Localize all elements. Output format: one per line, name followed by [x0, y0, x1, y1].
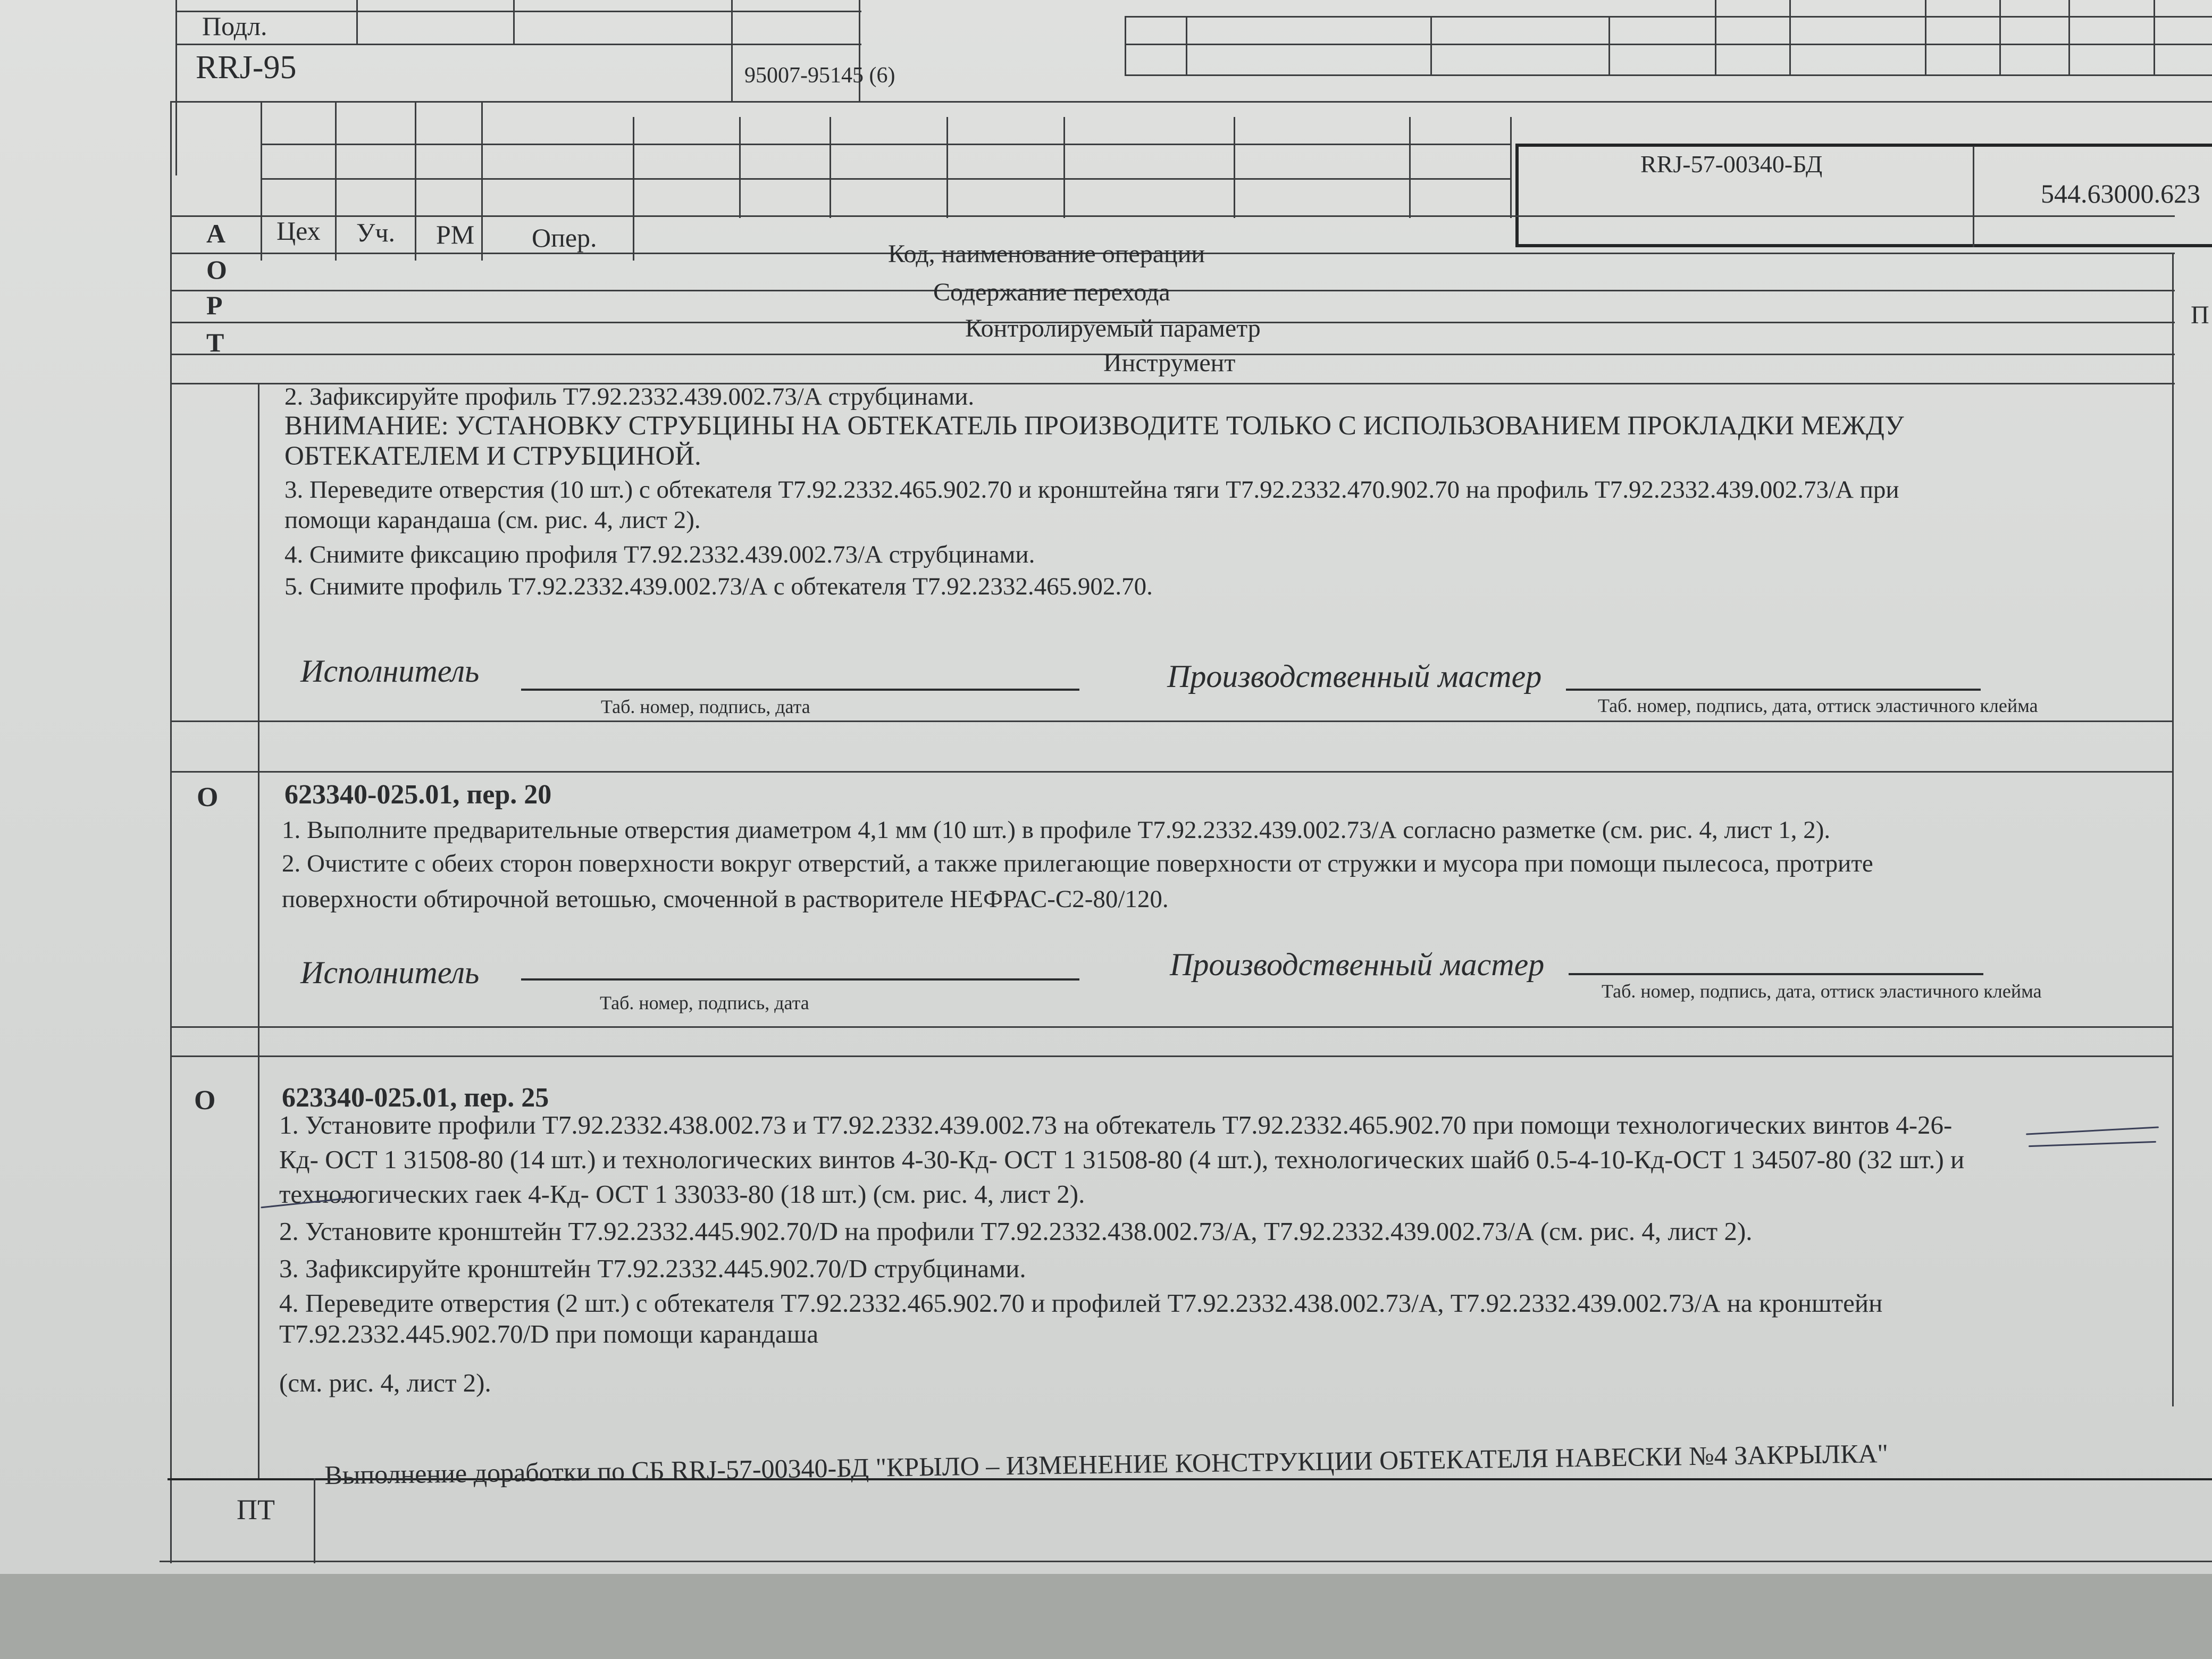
text-line: 2. Установите кронштейн Т7.92.2332.445.902.70/D на профили Т7.92.2332.438.002.73/А, Т7.92.2332.439.002.73/А (см. рис. 4, лист 2). — [279, 1217, 1753, 1246]
operation-marker: О — [194, 1085, 216, 1116]
text-line: 4. Снимите фиксацию профиля Т7.92.2332.439.002.73/А струбцинами. — [284, 541, 1035, 568]
grid-line — [946, 117, 948, 218]
operation-code: 623340-025.01, пер. 25 — [282, 1083, 549, 1113]
operation-marker: О — [197, 782, 219, 812]
row-kontrol: Контролируемый параметр — [965, 314, 1261, 342]
col-rm: РМ — [436, 220, 475, 249]
grid-line — [1234, 117, 1235, 218]
grid-line — [258, 383, 259, 1478]
grid-line — [739, 117, 741, 218]
grid-line — [170, 215, 2175, 217]
grid-line — [1608, 16, 1610, 74]
letter-t: Т — [206, 328, 224, 357]
right-edge-letter: П — [2191, 301, 2209, 329]
pt-label: ПТ — [237, 1494, 275, 1526]
text-line: 4. Переведите отверстия (2 шт.) с обтекателя Т7.92.2332.465.902.70 и профилей Т7.92.2332.438.002.73/А, Т7.92.2332.439.002.73/А на кронштейн — [279, 1288, 1883, 1318]
doc-number: 544.63000.623 — [2041, 179, 2200, 208]
grid-line — [170, 1026, 2172, 1028]
text-line: 1. Выполните предварительные отверстия диаметром 4,1 мм (10 шт.) в профиле Т7.92.2332.439.002.73/А согласно разметке (см. рис. 4, лист 1, 2). — [282, 816, 1831, 844]
master-signature-line — [1566, 689, 1981, 691]
col-oper: Опер. — [532, 223, 597, 253]
text-line: 2. Зафиксируйте профиль Т7.92.2332.439.002.73/А струбцинами. — [284, 383, 975, 410]
master-caption: Таб. номер, подпись, дата, оттиск эластичного клейма — [1602, 981, 2042, 1002]
grid-line — [731, 0, 733, 101]
text-line: поверхности обтирочной ветошью, смоченной в растворителе НЕФРАС-С2-80/120. — [282, 885, 1169, 913]
footer-title: Выполнение доработки по СБ RRJ-57-00340-БД "КРЫЛО – ИЗМЕНЕНИЕ КОНСТРУКЦИИ ОБТЕКАТЕЛЯ НАВЕСКИ №4 ЗАКРЫЛКА" — [324, 1438, 1889, 1490]
master-caption: Таб. номер, подпись, дата, оттиск эластичного клейма — [1598, 695, 2038, 716]
grid-line — [261, 144, 1510, 145]
col-uch: Уч. — [356, 217, 396, 247]
ink-underline — [2029, 1141, 2156, 1147]
grid-line — [175, 44, 861, 45]
grid-line — [170, 101, 172, 1563]
text-line: 3. Зафиксируйте кронштейн Т7.92.2332.445.902.70/D струбцинами. — [279, 1254, 1026, 1283]
row-soderzh: Содержание перехода — [933, 278, 1170, 306]
grid-line — [356, 0, 358, 44]
grid-line — [1409, 117, 1411, 218]
grid-line — [314, 1478, 315, 1563]
grid-line — [513, 0, 515, 44]
grid-line — [170, 720, 2172, 722]
grid-line — [175, 11, 861, 12]
grid-line — [1789, 0, 1791, 74]
text-line: 1. Установите профили Т7.92.2332.438.002.73 и Т7.92.2332.439.002.73 на обтекатель Т7.92.2332.465.902.70 при помощи технологических винтов 4-26- — [279, 1110, 1953, 1139]
grid-line — [261, 178, 1510, 180]
text-line: 2. Очистите с обеих сторон поверхности вокруг отверстий, а также прилегающие поверхности от стружки и мусора при помощи пылесоса, протрите — [282, 850, 1873, 877]
grid-line — [335, 101, 337, 261]
executor-caption: Таб. номер, подпись, дата — [601, 696, 810, 717]
grid-line — [1125, 74, 2212, 76]
grid-line — [261, 101, 262, 261]
grid-line — [1125, 16, 2212, 18]
grid-line — [1125, 44, 2212, 45]
executor-label: Исполнитель — [300, 955, 480, 990]
master-label: Производственный мастер — [1167, 659, 1542, 694]
grid-line — [170, 771, 2172, 773]
grid-line — [170, 1055, 2172, 1057]
podl-label: Подл. — [202, 11, 267, 41]
grid-line — [170, 101, 2212, 103]
master-label: Производственный мастер — [1170, 947, 1545, 982]
col-cekh: Цех — [276, 216, 321, 246]
doc-code: RRJ-57-00340-БД — [1640, 150, 1823, 178]
serial-range: 95007-95145 (6) — [744, 63, 895, 88]
warning-line: ВНИМАНИЕ: УСТАНОВКУ СТРУБЦИНЫ НА ОБТЕКАТЕЛЬ ПРОИЗВОДИТЕ ТОЛЬКО С ИСПОЛЬЗОВАНИЕМ ПРОКЛАДКИ МЕЖДУ — [284, 411, 1904, 441]
grid-line — [2154, 0, 2155, 74]
text-line: Кд- ОСТ 1 31508-80 (14 шт.) и технологических винтов 4-30-Кд- ОСТ 1 31508-80 (4 шт.), технологических шайб 0.5-4-10-Кд-ОСТ 1 34507-80 (32 шт.) и — [279, 1145, 1965, 1174]
grid-line — [1999, 0, 2001, 74]
text-line: помощи карандаша (см. рис. 4, лист 2). — [284, 506, 701, 534]
grid-line — [2068, 0, 2070, 74]
text-line: технологических гаек 4-Кд- ОСТ 1 33033-80 (18 шт.) (см. рис. 4, лист 2). — [279, 1179, 1085, 1209]
letter-r: Р — [206, 290, 223, 320]
row-instrument: Инструмент — [1103, 349, 1236, 377]
grid-line — [1925, 0, 1926, 74]
grid-line — [170, 290, 2175, 291]
row-kod: Код, наименование операции — [888, 240, 1205, 268]
grid-line — [1430, 16, 1432, 74]
text-line: (см. рис. 4, лист 2). — [279, 1368, 491, 1397]
text-line: Т7.92.2332.445.902.70/D при помощи карандаша — [279, 1319, 819, 1348]
aircraft-model: RRJ-95 — [196, 49, 297, 86]
text-line: 3. Переведите отверстия (10 шт.) с обтекателя Т7.92.2332.465.902.70 и кронштейна тяги Т7.92.2332.470.902.70 на профиль Т7.92.2332.439.002.73/А при — [284, 476, 1899, 504]
executor-caption: Таб. номер, подпись, дата — [600, 992, 809, 1013]
text-line: 5. Снимите профиль Т7.92.2332.439.002.73/А с обтекателя Т7.92.2332.465.902.70. — [284, 573, 1153, 600]
grid-line — [1510, 117, 1512, 218]
grid-line — [160, 1561, 2212, 1562]
grid-line — [1063, 117, 1065, 218]
ink-underline — [2026, 1126, 2159, 1135]
table-surface — [0, 1574, 2212, 1659]
grid-line — [1186, 16, 1187, 74]
warning-line: ОБТЕКАТЕЛЕМ И СТРУБЦИНОЙ. — [284, 441, 701, 471]
grid-line — [1715, 0, 1716, 74]
grid-line — [481, 101, 483, 261]
letter-o: О — [206, 255, 227, 284]
letter-a: А — [206, 219, 226, 248]
operation-code: 623340-025.01, пер. 20 — [284, 780, 552, 810]
master-signature-line — [1569, 973, 1983, 975]
grid-line — [830, 117, 831, 218]
grid-line — [1125, 16, 1126, 74]
grid-line — [2172, 253, 2174, 1406]
executor-signature-line — [521, 689, 1079, 691]
executor-signature-line — [521, 978, 1079, 981]
grid-line — [415, 101, 416, 261]
executor-label: Исполнитель — [300, 653, 480, 689]
grid-line — [175, 0, 177, 175]
grid-line — [633, 117, 634, 261]
grid-line — [1973, 146, 1974, 247]
